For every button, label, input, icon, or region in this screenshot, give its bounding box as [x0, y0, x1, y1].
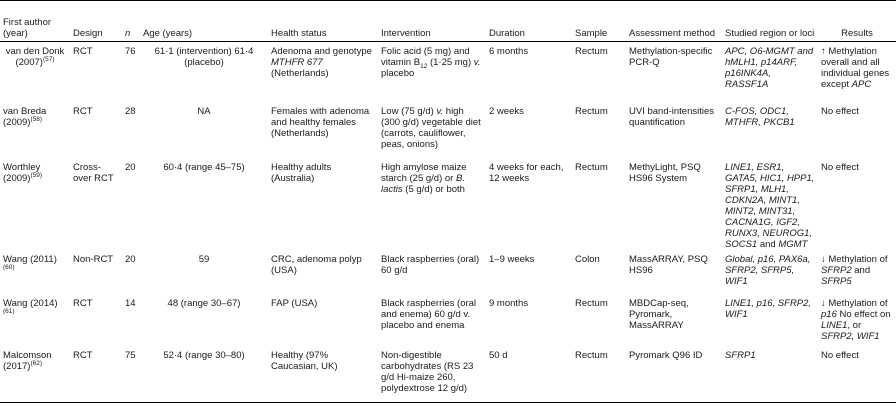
col-header-author: First author (year)	[0, 1, 70, 42]
col-header-results: Results	[818, 1, 896, 42]
cell-sample: Colon	[575, 254, 600, 265]
cell-design: RCT	[73, 46, 93, 57]
cell-author: Worthley $(2009)^{(59)}$	[3, 162, 43, 184]
cell-results: ↑ Methylation overall and all individual genes except APC	[821, 46, 890, 90]
cell-health: Females with adenoma and healthy females (Netherlands)	[271, 106, 370, 139]
cell-sample: Rectum	[575, 46, 608, 57]
cell-author: van den Donk $(2007)^{(57)}$	[5, 46, 65, 68]
cell-design: RCT	[70, 346, 122, 403]
cell-n: 20	[125, 162, 136, 173]
cell-health: FAP (USA)	[271, 298, 318, 309]
col-header-sample: Sample	[572, 1, 626, 42]
cell-region: C-FOS, ODC1, MTHFR, PKCB1	[725, 106, 795, 128]
cell-region: LINE1, ESR1, GATA5, HIC1, HPP1, SFRP1, MLH1, CDKN2A, MINT1, MINT2, MINT31, CACNA1G, IGF2, RUNX3, NEUROG1, SOCS1 and MGMT	[725, 162, 815, 250]
cell-results: No effect	[818, 346, 896, 403]
cell-age: 52·4 (range 30–80)	[140, 346, 268, 403]
cell-age: 59	[198, 254, 210, 265]
cell-health: Adenoma and genotype MTHFR 677 (Netherlands)	[271, 46, 372, 79]
col-header-intervention: Intervention	[378, 1, 486, 42]
col-header-duration: Duration	[486, 1, 572, 42]
cell-n: 14	[125, 298, 136, 309]
cell-sample: Rectum	[575, 298, 608, 309]
col-header-health: Health status	[268, 1, 378, 42]
table-row	[0, 102, 896, 158]
cell-n: 28	[125, 106, 136, 117]
cell-results: ↓ Methylation of SFRP2 and SFRP5	[821, 254, 888, 287]
cell-duration: 2 weeks	[489, 106, 524, 117]
cell-assessment: MBDCap-seq, Pyromark, MassARRAY	[629, 298, 689, 331]
cell-health: Healthy adults (Australia)	[271, 162, 332, 184]
cell-design: Non-RCT	[73, 254, 114, 265]
cell-age: 61·1 (intervention) 61·4 (placebo)	[154, 46, 254, 68]
cell-duration: 50 d	[486, 346, 572, 403]
cell-age: 60·4 (range 45–75)	[163, 162, 245, 173]
cell-design: Cross-over RCT	[73, 162, 114, 184]
table-header	[0, 1, 896, 42]
cell-results: ↓ Methylation of p16 No effect on LINE1, or SFRP2, WIF1	[821, 298, 891, 342]
cell-n: 75	[122, 346, 140, 403]
cell-assessment: MethyLight, PSQ HS96 System	[629, 162, 701, 184]
cell-assessment: Pyromark Q96 ID	[626, 346, 722, 403]
cell-duration: 1–9 weeks	[489, 254, 535, 265]
cell-assessment: Methylation-specific PCR-Q	[629, 46, 713, 68]
cell-age: 48 (range 30–67)	[167, 298, 241, 309]
cell-sample: Rectum	[575, 162, 608, 173]
cell-health: CRC, adenoma polyp (USA)	[271, 254, 362, 276]
cell-author: Wang $(2014)^{(61)}$	[3, 298, 58, 315]
cell-assessment: MassARRAY, PSQ HS96	[629, 254, 708, 276]
cell-duration: 9 months	[489, 298, 529, 309]
cell-author: van Breda $(2009)^{(58)}$	[3, 106, 47, 128]
cell-n: 76	[125, 46, 136, 57]
cell-intervention: High amylose maize starch (25 g/d) or B. lactis (5 g/d) or both	[381, 162, 467, 195]
cell-results: No effect	[821, 162, 859, 173]
cell-results: No effect	[821, 106, 859, 117]
cell-region: Global, p16, PAX6a, SFRP2, SFRP5, WIF1	[725, 254, 811, 287]
cell-intervention: Folic acid (5 mg) and vitamin $B_{12}$ (1·25 mg) v. placebo	[381, 46, 481, 79]
col-header-age: Age (years)	[140, 1, 268, 42]
cell-health: Healthy (97% Caucasian, UK)	[268, 346, 378, 403]
cell-assessment: UVI band-intensities quantification	[629, 106, 715, 128]
cell-author: Wang $(2011)^{(60)}$	[3, 254, 57, 271]
table-row	[0, 158, 896, 250]
col-header-n: n	[122, 1, 140, 42]
cell-author: Malcomson $(2017)^{(62)}$	[0, 346, 70, 403]
cell-age: NA	[197, 106, 211, 117]
col-header-region: Studied region or loci	[722, 1, 818, 42]
table-row	[0, 42, 896, 103]
cell-region: LINE1, p16, SFRP2, WIF1	[725, 298, 812, 320]
cell-design: RCT	[73, 106, 93, 117]
col-header-design: Design	[70, 1, 122, 42]
col-header-assessment: Assessment method	[626, 1, 722, 42]
table-row	[0, 250, 896, 294]
cell-duration: 4 weeks for each, 12 weeks	[489, 162, 564, 184]
cell-n: 20	[125, 254, 136, 265]
cell-sample: Rectum	[572, 346, 626, 403]
cell-intervention: Black raspberries (oral and enema) 60 g/d v. placebo and enema	[381, 298, 477, 331]
cell-sample: Rectum	[575, 106, 608, 117]
cell-intervention: Black raspberries (oral) 60 g/d	[381, 254, 480, 276]
cell-intervention: Non-digestible carbohydrates (RS 23 g/d Hi-maize 260, polydextrose 12 g/d)	[378, 346, 486, 403]
cell-design: RCT	[73, 298, 93, 309]
cell-region: SFRP1	[722, 346, 818, 403]
cell-intervention: Low (75 g/d) v. high (300 g/d) vegetable diet (carrots, cauliflower, peas, onions)	[381, 106, 481, 150]
table-row	[0, 346, 896, 403]
cell-duration: 6 months	[489, 46, 529, 57]
table-row	[0, 294, 896, 346]
cell-region: APC, O6-MGMT and hMLH1, p14ARF, p16INK4A, RASSF1A	[725, 46, 814, 90]
